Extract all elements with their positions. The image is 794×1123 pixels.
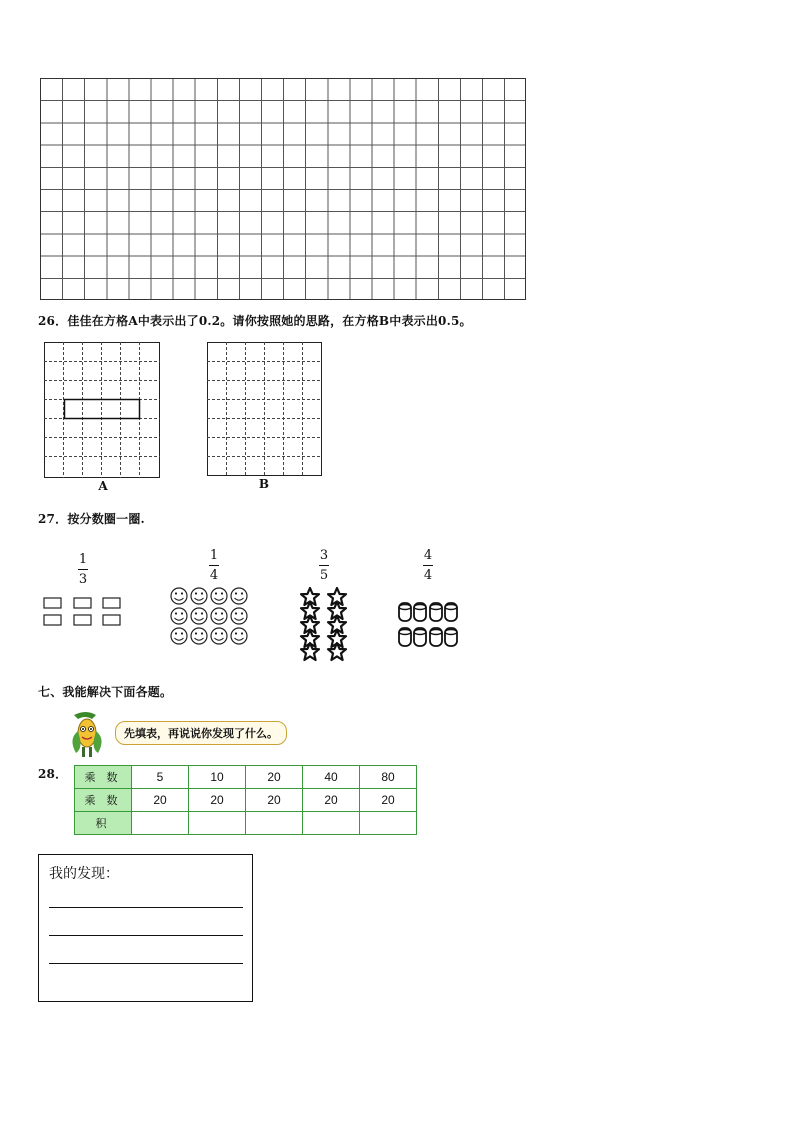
rectangle-group[interactable] xyxy=(43,596,123,628)
answer-cell[interactable] xyxy=(189,812,246,835)
fraction-1-3 xyxy=(73,552,93,587)
fraction-4-4 xyxy=(418,548,438,583)
answer-cell[interactable] xyxy=(360,812,417,835)
rectangle-icon xyxy=(74,615,91,625)
section-7-title: 七、我能解决下面各题。 xyxy=(38,685,173,699)
cylinder-icon xyxy=(399,603,411,621)
fraction-1-4 xyxy=(204,548,224,583)
table-row xyxy=(75,812,417,835)
row-header: 积 xyxy=(75,812,132,835)
table-row xyxy=(75,789,417,812)
practice-grid xyxy=(40,78,526,300)
table-cell: 20 xyxy=(189,789,246,812)
answer-cell[interactable] xyxy=(132,812,189,835)
cylinder-group[interactable] xyxy=(396,600,462,652)
speech-bubble: 先填表，再说说你发现了什么。 xyxy=(115,721,287,745)
discovery-box xyxy=(38,854,253,1002)
numerator: 1 xyxy=(78,552,88,567)
cylinder-icon xyxy=(445,603,457,621)
discovery-title: 我的发现： xyxy=(49,866,119,882)
star-group[interactable] xyxy=(296,586,354,662)
denominator: 5 xyxy=(319,568,329,583)
row-header: 乘 数 xyxy=(75,766,132,789)
smiley-icon xyxy=(171,588,187,604)
rectangle-icon xyxy=(103,598,120,608)
fraction-3-5 xyxy=(314,548,334,583)
answer-cell[interactable] xyxy=(246,812,303,835)
numerator: 3 xyxy=(319,548,329,563)
denominator: 4 xyxy=(209,568,219,583)
rectangle-icon xyxy=(44,615,61,625)
table-cell: 20 xyxy=(303,789,360,812)
question-26 xyxy=(38,312,472,329)
numerator: 4 xyxy=(423,548,433,563)
corn-mascot-icon xyxy=(66,709,110,759)
denominator: 4 xyxy=(423,568,433,583)
grid-a xyxy=(44,342,162,480)
smiley-group[interactable] xyxy=(168,586,252,646)
smiley-icon xyxy=(191,608,207,624)
cylinder-icon xyxy=(445,628,457,646)
smiley-icon xyxy=(191,588,207,604)
smiley-icon xyxy=(191,628,207,644)
rectangle-icon xyxy=(103,615,120,625)
smiley-icon xyxy=(211,628,227,644)
table-row xyxy=(75,766,417,789)
table-cell: 5 xyxy=(132,766,189,789)
table-cell: 80 xyxy=(360,766,417,789)
cylinder-icon xyxy=(430,603,442,621)
grid-a-label: A xyxy=(98,479,108,493)
question-text: 按分数圈一圈. xyxy=(67,512,145,526)
question-number: 26． xyxy=(38,314,68,328)
answer-line[interactable] xyxy=(49,907,243,908)
question-text: 佳佳在方格A中表示出了0.2。请你按照她的思路，在方格B中表示出0.5。 xyxy=(67,314,472,328)
numerator: 1 xyxy=(209,548,219,563)
cylinder-icon xyxy=(414,603,426,621)
smiley-icon xyxy=(211,608,227,624)
table-cell: 10 xyxy=(189,766,246,789)
question-28-number: 28． xyxy=(38,767,68,781)
cylinder-icon xyxy=(430,628,442,646)
rectangle-icon xyxy=(74,598,91,608)
rectangle-icon xyxy=(44,598,61,608)
smiley-icon xyxy=(231,588,247,604)
smiley-icon xyxy=(231,608,247,624)
table-cell: 20 xyxy=(360,789,417,812)
denominator: 3 xyxy=(78,572,88,587)
smiley-icon xyxy=(211,588,227,604)
cylinder-icon xyxy=(414,628,426,646)
answer-line[interactable] xyxy=(49,963,243,964)
answer-line[interactable] xyxy=(49,935,243,936)
question-27 xyxy=(38,510,145,527)
table-cell: 20 xyxy=(246,789,303,812)
smiley-icon xyxy=(231,628,247,644)
table-cell: 40 xyxy=(303,766,360,789)
grid-b[interactable] xyxy=(207,342,323,477)
cylinder-icon xyxy=(399,628,411,646)
question-number: 27． xyxy=(38,512,68,526)
answer-cell[interactable] xyxy=(303,812,360,835)
multiplication-table xyxy=(74,765,417,835)
smiley-icon xyxy=(171,608,187,624)
grid-b-label: B xyxy=(258,477,270,491)
smiley-icon xyxy=(171,628,187,644)
table-cell: 20 xyxy=(246,766,303,789)
row-header: 乘 数 xyxy=(75,789,132,812)
table-cell: 20 xyxy=(132,789,189,812)
